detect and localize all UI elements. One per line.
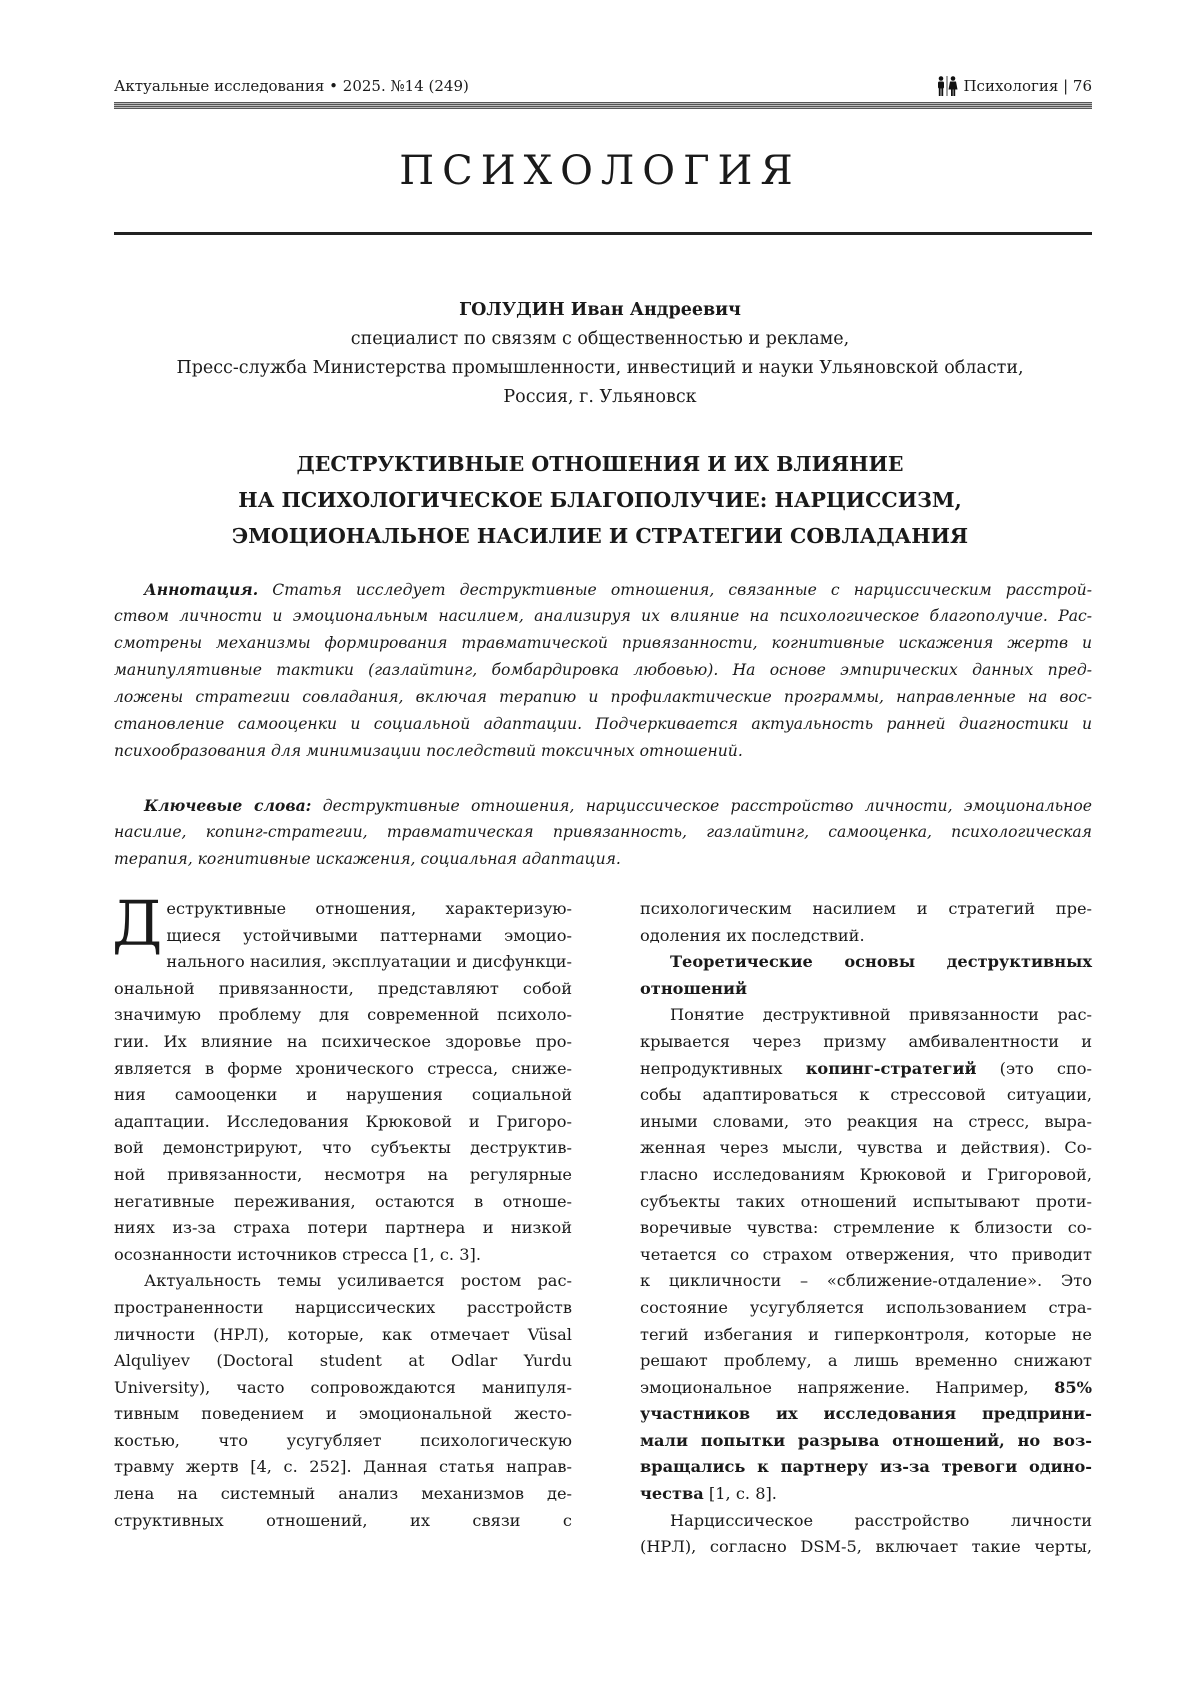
text-line [114, 896, 572, 923]
text-line [640, 1242, 1092, 1269]
journal-info: Актуальные исследования • 2025. №14 (249) [114, 77, 469, 95]
bold-text: отношений [640, 979, 747, 998]
text-segment: еструктивные отношения, характеризую- [166, 899, 572, 918]
text-line [640, 1401, 1092, 1428]
text-line [640, 1029, 1092, 1056]
text-segment: психообразования для минимизации последствий токсичных отношений. [114, 742, 743, 760]
text-segment: состояние усугубляется использованием стра- [640, 1298, 1092, 1317]
bold-text: Аннотация. [144, 580, 258, 599]
section-rule [114, 232, 1092, 235]
text-segment: тегий избегания и гиперконтроля, которые не [640, 1325, 1092, 1344]
people-icon [935, 76, 959, 96]
text-segment: эмоциональное напряжение. Например, [640, 1378, 1054, 1397]
text-line [114, 846, 1092, 873]
text-line [114, 738, 1092, 765]
title-line: ЭМОЦИОНАЛЬНОЕ НАСИЛИЕ И СТРАТЕГИИ СОВЛАДАНИЯ [0, 518, 1200, 554]
text-segment: (это спо- [977, 1059, 1093, 1078]
text-line [640, 1295, 1092, 1322]
text-line [114, 1508, 572, 1535]
text-segment: непродуктивных [640, 1059, 806, 1078]
text-line [640, 1002, 1092, 1029]
text-line [114, 1215, 572, 1242]
text-segment: значимую проблему для современной психоло- [114, 1005, 572, 1024]
text-segment: щиеся устойчивыми паттернами эмоцио- [166, 926, 572, 945]
text-segment: решают проблему, а лишь временно снижают [640, 1351, 1092, 1370]
text-line [114, 1109, 572, 1136]
text-line [114, 1268, 572, 1295]
text-line [640, 949, 1092, 976]
text-line [640, 976, 1092, 1003]
text-segment: (НРЛ), согласно DSM-5, включает такие черты, [640, 1537, 1092, 1556]
bold-text: вращались к партнеру из-за тревоги одино- [640, 1457, 1092, 1476]
text-segment: смотрены механизмы формирования травматической привязанности, когнитивные искажения жертв и [114, 634, 1092, 652]
bold-text: 85% [1054, 1378, 1092, 1397]
text-segment: гии. Их влияние на психическое здоровье про- [114, 1032, 572, 1051]
text-line [114, 684, 1092, 711]
text-segment: манипулятивные тактики (газлайтинг, бомбардировка любовью). На основе эмпирических данных пред- [114, 661, 1092, 679]
title-line: НА ПСИХОЛОГИЧЕСКОЕ БЛАГОПОЛУЧИЕ: НАРЦИССИЗМ, [0, 482, 1200, 518]
text-segment: четается со страхом отвержения, что приводит [640, 1245, 1092, 1264]
text-line [114, 1375, 572, 1402]
text-segment: вой демонстрируют, что субъекты деструктив- [114, 1138, 572, 1157]
running-header [114, 76, 1092, 96]
text-segment: Статья исследует деструктивные отношения, связанные с нарциссическим расстрой- [258, 581, 1092, 599]
text-segment: является в форме хронического стресса, сниже- [114, 1059, 572, 1078]
text-line [114, 1322, 572, 1349]
author-block [0, 296, 1200, 412]
text-line [114, 1348, 572, 1375]
text-line [114, 1295, 572, 1322]
text-segment: Актуальность темы усиливается ростом рас- [144, 1271, 572, 1290]
text-segment: ния самооценки и нарушения социальной [114, 1085, 572, 1104]
text-segment: крывается через призму амбивалентности и [640, 1032, 1092, 1051]
text-segment: [1, с. 8]. [704, 1484, 777, 1503]
text-line [114, 1002, 572, 1029]
text-segment: ной привязанности, несмотря на регулярные [114, 1165, 572, 1184]
text-line [640, 1056, 1092, 1083]
text-line [114, 923, 572, 950]
text-segment: воречивые чувства: стремление к близости со- [640, 1218, 1092, 1237]
text-line [640, 1375, 1092, 1402]
text-line [114, 1401, 572, 1428]
author-name: ГОЛУДИН Иван Андреевич [0, 296, 1200, 325]
text-segment: Alquliyev (Doctoral student at Odlar Yurdu [114, 1351, 572, 1370]
text-line [114, 792, 1092, 819]
title-line: ДЕСТРУКТИВНЫЕ ОТНОШЕНИЯ И ИХ ВЛИЯНИЕ [0, 446, 1200, 482]
text-segment: ональной привязанности, представляют собой [114, 979, 572, 998]
text-segment: собы адаптироваться к стрессовой ситуации, [640, 1085, 1092, 1104]
author-affiliation: Пресс-служба Министерства промышленности, инвестиций и науки Ульяновской области, [0, 354, 1200, 383]
text-line [640, 1135, 1092, 1162]
keywords [114, 792, 1092, 873]
text-segment: ством личности и эмоциональным насилием, анализируя их влияние на психологическое благополучие. Рас- [114, 607, 1092, 625]
text-segment: становление самооценки и социальной адаптации. Подчеркивается актуальность ранней диагностики и [114, 715, 1092, 733]
text-line [114, 1481, 572, 1508]
drop-cap: Д [112, 898, 162, 950]
text-line [640, 1162, 1092, 1189]
text-line [640, 1215, 1092, 1242]
text-segment: гласно исследованиям Крюковой и Григоровой, [640, 1165, 1092, 1184]
text-segment: женная через мысли, чувства и действия). Со- [640, 1138, 1092, 1157]
abstract [114, 576, 1092, 765]
text-line [640, 1268, 1092, 1295]
text-line [640, 1348, 1092, 1375]
text-segment: иными словами, это реакция на стресс, выра- [640, 1112, 1092, 1131]
text-segment: деструктивные отношения, нарциссическое расстройство личности, эмоциональное [311, 797, 1092, 815]
text-line [640, 1508, 1092, 1535]
text-line [114, 1428, 572, 1455]
text-line [640, 1428, 1092, 1455]
text-line [114, 1056, 572, 1083]
text-line [114, 603, 1092, 630]
text-segment: нального насилия, эксплуатации и дисфункци- [166, 952, 572, 971]
text-segment: субъекты таких отношений испытывают проти- [640, 1192, 1092, 1211]
text-line [114, 949, 572, 976]
text-segment: негативные переживания, остаются в отноше- [114, 1192, 572, 1211]
bold-text: Теоретические основы деструктивных [670, 952, 1092, 971]
text-line [640, 1454, 1092, 1481]
text-line [640, 1109, 1092, 1136]
bold-text: чества [640, 1484, 704, 1503]
text-line [114, 1029, 572, 1056]
header-rule [114, 102, 1092, 109]
text-line [640, 1082, 1092, 1109]
text-segment: University), часто сопровождаются манипуля- [114, 1378, 572, 1397]
text-line [640, 1189, 1092, 1216]
text-line [640, 1322, 1092, 1349]
text-line [114, 576, 1092, 603]
text-line [114, 819, 1092, 846]
text-segment: личности (НРЛ), которые, как отмечает Vüsal [114, 1325, 572, 1344]
author-location: Россия, г. Ульяновск [0, 383, 1200, 412]
text-segment: адаптации. Исследования Крюковой и Григоро- [114, 1112, 572, 1131]
text-line [640, 1534, 1092, 1561]
text-line [114, 1454, 572, 1481]
text-line [114, 1189, 572, 1216]
text-line [114, 976, 572, 1003]
text-line [114, 1162, 572, 1189]
left-column-lines [114, 896, 572, 1534]
text-segment: пространенности нарциссических расстройств [114, 1298, 572, 1317]
text-segment: структивных отношений, их связи с [114, 1511, 572, 1530]
section-page: Психология | 76 [963, 77, 1092, 95]
text-segment: костью, что усугубляет психологическую [114, 1431, 572, 1450]
author-position: специалист по связям с общественностью и рекламе, [0, 325, 1200, 354]
left-column [114, 896, 572, 1534]
article-title [0, 446, 1200, 554]
section-info [935, 76, 1092, 96]
text-segment: психологическим насилием и стратегий пре- [640, 899, 1092, 918]
text-line [114, 1135, 572, 1162]
text-line [114, 711, 1092, 738]
text-line [114, 630, 1092, 657]
bold-text: мали попытки разрыва отношений, но воз- [640, 1431, 1092, 1450]
text-segment: к цикличности – «сближение-отдаление». Это [640, 1271, 1092, 1290]
text-line [114, 1082, 572, 1109]
bold-text: Ключевые слова: [144, 796, 311, 815]
bold-text: копинг-стратегий [806, 1059, 977, 1078]
right-column [640, 896, 1092, 1561]
text-segment: Понятие деструктивной привязанности рас- [670, 1005, 1092, 1024]
text-segment: ниях из-за страха потери партнера и низкой [114, 1218, 572, 1237]
text-segment: тивным поведением и эмоциональной жесто- [114, 1404, 572, 1423]
text-segment: осознанности источников стресса [1, с. 3]. [114, 1245, 481, 1264]
text-line [640, 923, 1092, 950]
text-line [114, 657, 1092, 684]
text-segment: ложены стратегии совладания, включая терапию и профилактические программы, направленные на вос- [114, 688, 1092, 706]
text-line [114, 1242, 572, 1269]
text-segment: насилие, копинг-стратегии, травматическая привязанность, газлайтинг, самооценка, психологическая [114, 823, 1092, 841]
text-segment: одоления их последствий. [640, 926, 865, 945]
text-segment: лена на системный анализ механизмов де- [114, 1484, 572, 1503]
section-title: ПСИХОЛОГИЯ [0, 148, 1200, 194]
text-segment: терапия, когнитивные искажения, социальная адаптация. [114, 850, 621, 868]
text-line [640, 896, 1092, 923]
bold-text: участников их исследования предприни- [640, 1404, 1092, 1423]
text-segment: травму жертв [4, с. 252]. Данная статья направ- [114, 1457, 572, 1476]
text-line [640, 1481, 1092, 1508]
text-segment: Нарциссическое расстройство личности [670, 1511, 1092, 1530]
